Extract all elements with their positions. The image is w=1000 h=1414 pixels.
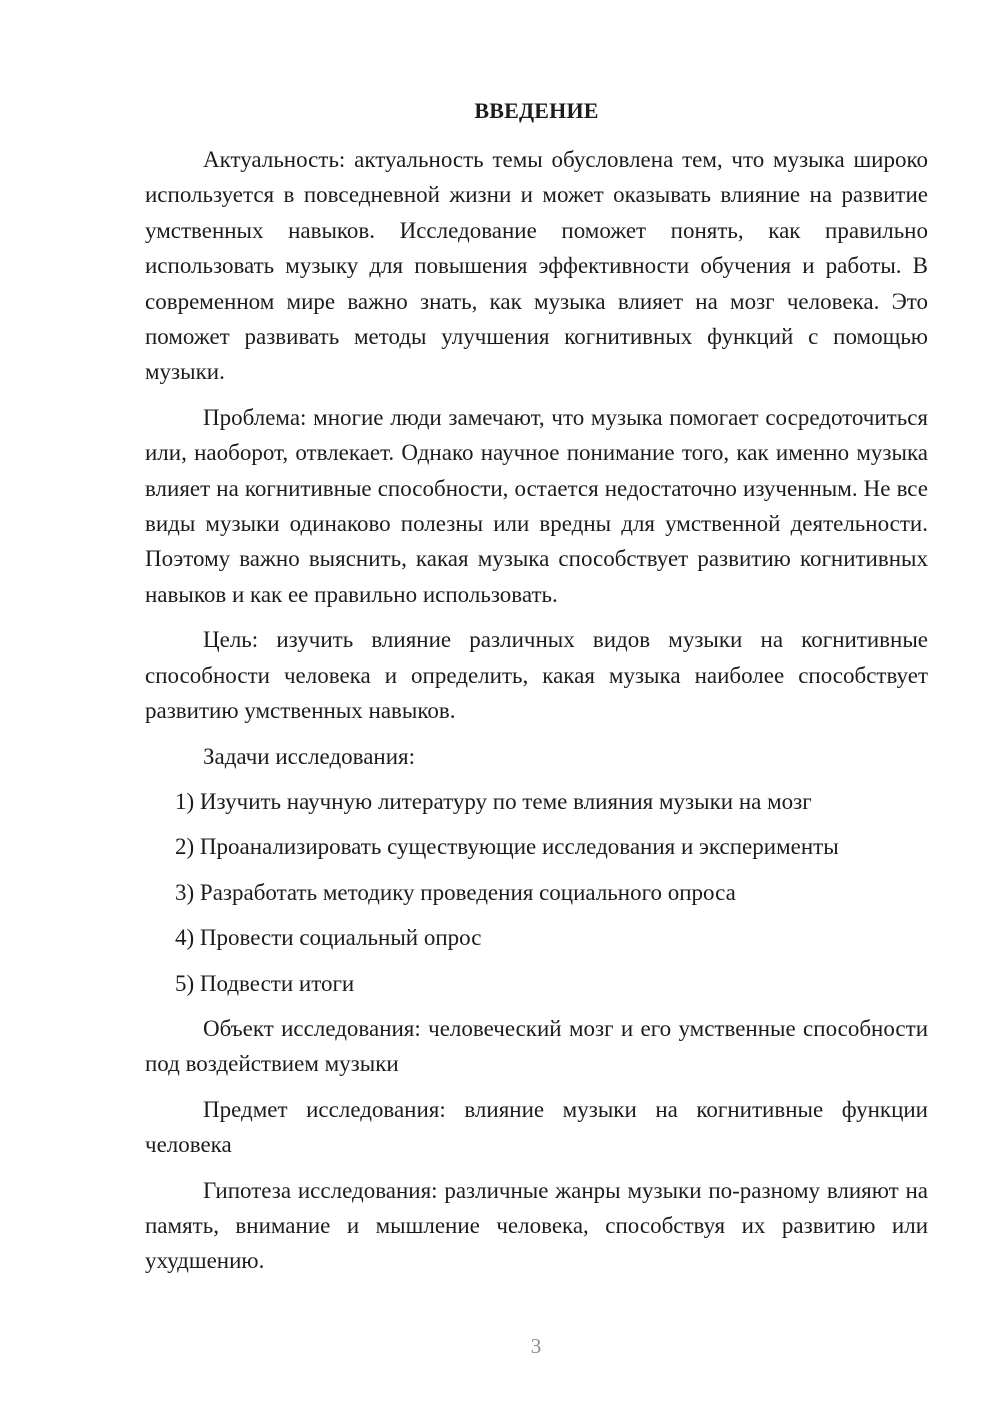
tasks-heading: Задачи исследования:	[203, 743, 416, 769]
tasks-list	[145, 784, 928, 1001]
relevance-paragraph: Актуальность: актуальность темы обусловлена тем, что музыка широко используется в повседневной жизни и может оказывать влияние на развитие умственных навыков. Исследование поможет понять, как правильно использовать музыку для повышения эффективности обучения и работы. В современном мире важно знать, как музыка влияет на мозг человека. Это поможет развивать методы улучшения когнитивных функций с помощью музыки.	[145, 147, 928, 385]
document-body	[145, 142, 928, 1289]
task-item-2: 2) Проанализировать существующие исследования и эксперименты	[175, 834, 839, 860]
page-title: ВВЕДЕНИЕ	[474, 98, 599, 123]
goal-paragraph: Цель: изучить влияние различных видов музыки на когнитивные способности человека и определить, какая музыка наиболее способствует развитию умственных навыков.	[145, 627, 928, 724]
task-item-1: 1) Изучить научную литературу по теме влияния музыки на мозг	[175, 788, 812, 814]
task-item-3: 3) Разработать методику проведения социального опроса	[175, 879, 736, 905]
object-paragraph: Объект исследования: человеческий мозг и его умственные способности под воздействием музыки	[145, 1015, 928, 1077]
hypothesis-paragraph: Гипотеза исследования: различные жанры музыки по-разному влияют на память, внимание и мышление человека, способствуя их развитию или ухудшению.	[145, 1177, 928, 1274]
subject-paragraph: Предмет исследования: влияние музыки на когнитивные функции человека	[145, 1096, 928, 1158]
task-item-4: 4) Провести социальный опрос	[175, 925, 482, 951]
page-number: 3	[530, 1334, 542, 1358]
task-item-5: 5) Подвести итоги	[175, 970, 355, 996]
problem-paragraph: Проблема: многие люди замечают, что музыка помогает сосредоточиться или, наоборот, отвлекает. Однако научное понимание того, как именно музыка влияет на когнитивные способности, остается недостаточно изученным. Не все виды музыки одинаково полезны или вредны для умственной деятельности. Поэтому важно выяснить, какая музыка способствует развитию когнитивных навыков и как ее правильно использовать.	[145, 404, 928, 607]
